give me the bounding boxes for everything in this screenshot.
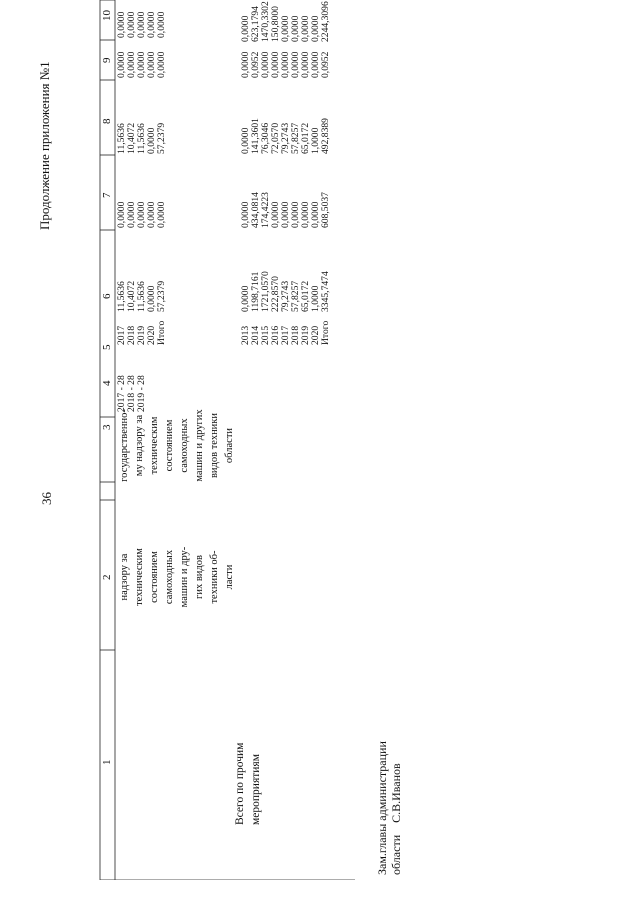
page-number: 36: [39, 492, 54, 505]
row-a-col8: 11,5636 10,4072 11,5636 0,0000 57,2379: [116, 122, 167, 154]
row-a-col3-text: государственно- му надзору за техническим состоянием самоходных машин и других видов техники области: [119, 409, 235, 482]
row-a-col7: 0,0000 0,0000 0,0000 0,0000 0,0000: [116, 201, 167, 228]
signature-name: области С.В.Иванов: [389, 763, 403, 875]
col-num-4: 4: [101, 380, 113, 386]
col-num-8: 8: [101, 118, 113, 124]
col-num-7: 7: [101, 192, 113, 198]
row-a-col5: 2017 - 28 2018 - 28 2019 - 28: [116, 375, 147, 412]
total-col7: 0,0000 434,0814 174,4223 0,0000 0,0000 0,0000 0,0000 0,0000 608,5037: [240, 192, 331, 228]
total-col6: 0,0000 1198,7161 1721,0570 222,8570 79,2743 57,8257 65,0172 1,0000 3345,7474: [240, 271, 331, 312]
appendix-title: Продолжение приложения №1: [37, 61, 52, 230]
total-col8: 0,0000 141,3601 76,3046 72,0570 79,2743 57,8257 65,0172 1,0000 492,8389: [240, 118, 331, 154]
row-a-col9: 0,0000 0,0000 0,0000 0,0000 0,0000: [116, 51, 167, 78]
total-col10: 0,0000 623,1794 1470,3302 150,8000 0,0000 0,0000 0,0000 0,0000 2244,3096: [240, 1, 331, 42]
total-row-label: Всего по прочим мероприятиям: [234, 742, 262, 825]
total-col9: 0,0000 0,0952 0,0000 0,0000 0,0000 0,0000 0,0000 0,0000 0,0952: [240, 51, 331, 78]
col-num-10: 10: [101, 10, 113, 21]
col-num-1: 1: [101, 759, 113, 765]
row-a-years: 2017 2018 2019 2020 Итого: [116, 320, 167, 345]
col-num-2: 2: [101, 574, 113, 580]
col-num-5: 5: [101, 344, 113, 350]
row-a-col10: 0,0000 0,0000 0,0000 0,0000 0,0000: [116, 11, 167, 38]
col-num-6: 6: [101, 293, 113, 299]
row-a-col2-text: надзору за техническим состоянием самоходных машин и дру- гих видов техники об- ласти: [119, 546, 235, 608]
total-years: 2013 2014 2015 2016 2017 2018 2019 2020 Итого: [240, 320, 331, 345]
signature-position: Зам.главы администрации: [375, 741, 389, 875]
row-a-col6: 11,5636 10,4072 11,5636 0,0000 57,2379: [116, 280, 167, 312]
col-num-9: 9: [101, 57, 113, 63]
signature-block: [375, 741, 403, 875]
col-num-3: 3: [101, 424, 113, 430]
